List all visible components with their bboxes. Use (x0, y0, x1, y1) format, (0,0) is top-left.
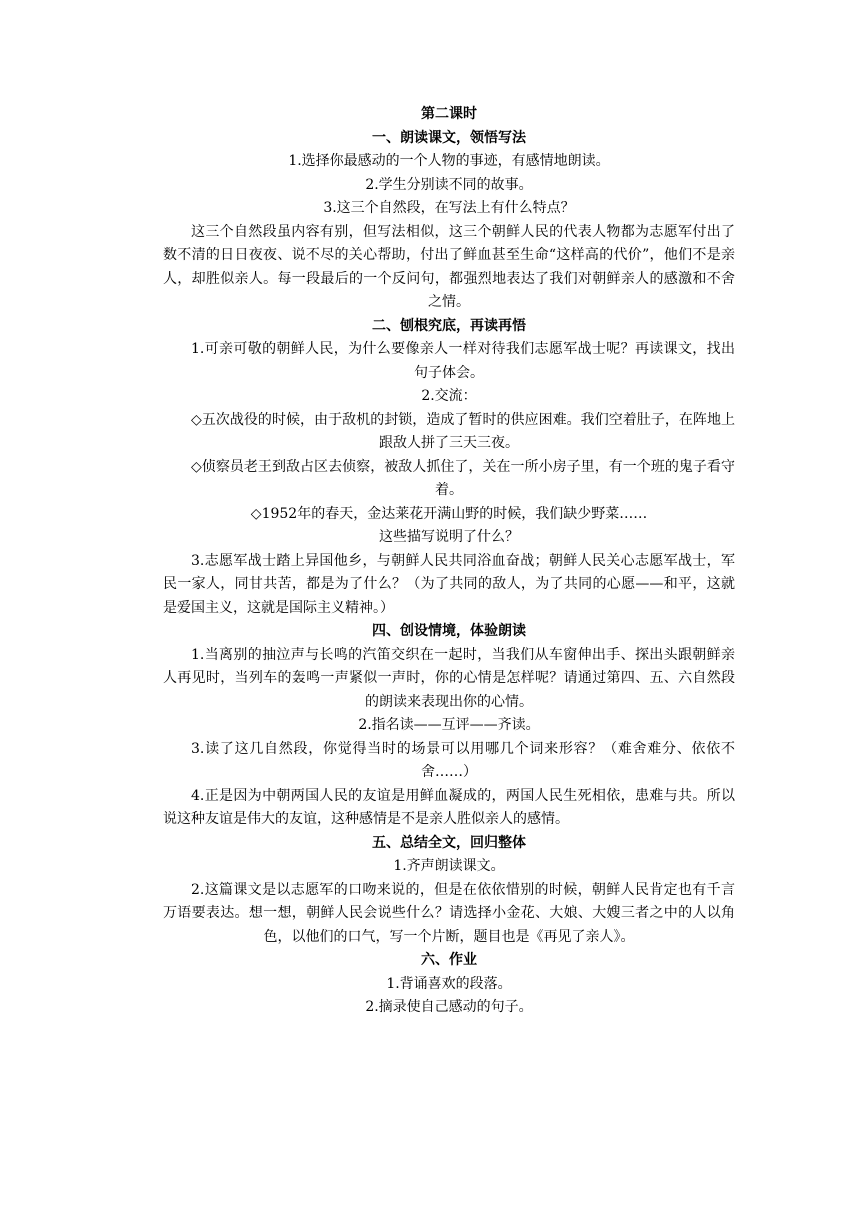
paragraph: ◇1952年的春天，金达莱花开满山野的时候，我们缺少野菜…… (250, 505, 648, 522)
paragraph: ◇侦察员老王到敌占区去侦察，被敌人抓住了，关在一所小房子里，有一个班的鬼子看守着。 (191, 458, 735, 498)
paragraph: 1.背诵喜欢的段落。 (386, 975, 512, 992)
paragraph: 2.交流： (421, 388, 477, 404)
paragraph: 3.志愿军战士踏上异国他乡，与朝鲜人民共同浴血奋战；朝鲜人民关心志愿军战士，军民一家人，同甘共苦，都是为了什么？（为了共同的敌人，为了共同的心愿——和平，这就是爱国主义，这就是国际主义精神。） (163, 552, 735, 616)
section-heading-1: 一、朗读课文，领悟写法 (372, 129, 526, 146)
paragraph: 4.正是因为中朝两国人民的友谊是用鲜血凝成的，两国人民生死相依，患难与共。所以说这种友谊是伟大的友谊，这种感情是不是亲人胜似亲人的感情。 (163, 787, 735, 827)
paragraph: 1.齐声朗读课文。 (393, 858, 505, 874)
section-heading-6: 六、作业 (421, 952, 477, 968)
paragraph: 这些描写说明了什么？ (379, 529, 519, 545)
section-heading-5: 五、总结全文，回归整体 (372, 834, 526, 851)
paragraph: ◇五次战役的时候，由于敌机的封锁，造成了暂时的供应困难。我们空着肚子，在阵地上跟敌人拼了三天三夜。 (191, 411, 735, 451)
paragraph: 2.这篇课文是以志愿军的口吻来说的，但是在依依惜别的时候，朝鲜人民肯定也有千言万语要表达。想一想，朝鲜人民会说些什么？请选择小金花、大娘、大嫂三者之中的人以角色，以他们的口气，写一个片断，题目也是《再见了亲人》。 (163, 881, 735, 945)
paragraph: 1.选择你最感动的一个人物的事迹，有感情地朗读。 (288, 153, 610, 169)
document-title: 第二课时 (421, 106, 477, 122)
paragraph: 2.指名读——互评——齐读。 (358, 717, 540, 733)
paragraph: 1.可亲可敬的朝鲜人民，为什么要像亲人一样对待我们志愿军战士呢？再读课文，找出句子体会。 (191, 341, 735, 381)
section-heading-4: 四、创设情境，体验朗读 (372, 623, 526, 639)
paragraph: 2.摘录使自己感动的句子。 (365, 999, 533, 1015)
document-page (163, 103, 735, 1020)
paragraph: 这三个自然段虽内容有别，但写法相似，这三个朝鲜人民的代表人物都为志愿军付出了数不清的日日夜夜、说不尽的关心帮助，付出了鲜血甚至生命“这样高的代价”，他们不是亲人，却胜似亲人。每一段最后的一个反问句，都强烈地表达了我们对朝鲜亲人的感激和不舍之情。 (163, 223, 735, 310)
paragraph: 2.学生分别读不同的故事。 (365, 176, 533, 193)
section-heading-2: 二、刨根究底，再读再悟 (372, 317, 526, 334)
paragraph: 3.读了这几自然段，你觉得当时的场景可以用哪几个词来形容？（难舍难分、依依不舍……） (191, 740, 735, 780)
paragraph: 3.这三个自然段，在写法上有什么特点？ (323, 200, 575, 216)
paragraph: 1.当离别的抽泣声与长鸣的汽笛交织在一起时，当我们从车窗伸出手、探出头跟朝鲜亲人再见时，当列车的轰鸣一声紧似一声时，你的心情是怎样呢？请通过第四、五、六自然段的朗读来表现出你的心情。 (163, 646, 735, 710)
